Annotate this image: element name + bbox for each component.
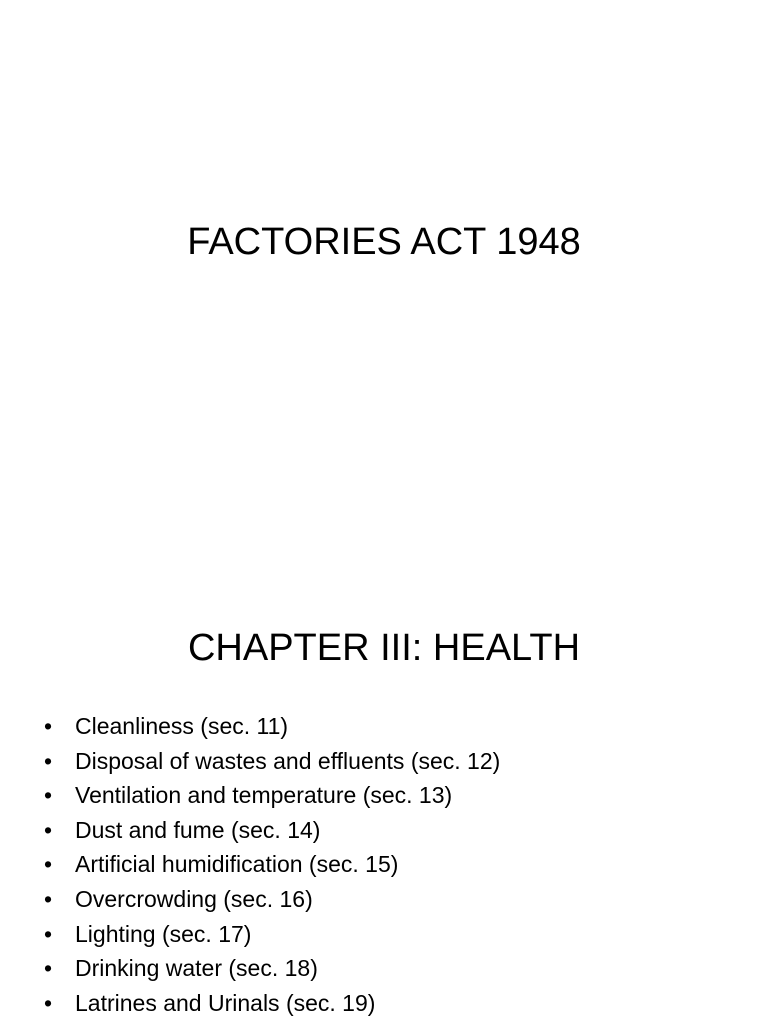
list-item [44,709,500,744]
list-item-text: Dust and fume (sec. 14) [75,816,321,843]
bullet-dot-icon: • [44,713,53,739]
slide-title: FACTORIES ACT 1948 [187,221,581,263]
list-item-text: Lighting (sec. 17) [75,920,252,947]
bullet-dot-icon: • [44,920,53,947]
list-item-text: Disposal of wastes and effluents (sec. 12) [75,747,501,774]
bullet-dot-icon: • [44,955,53,982]
bullet-dot-icon: • [44,782,53,809]
list-item [44,882,500,917]
list-item-text: Latrines and Urinals (sec. 19) [75,989,376,1016]
list-item-text: Drinking water (sec. 18) [75,955,318,982]
list-item [44,986,500,1021]
bullet-dot-icon: • [44,851,53,878]
list-item-text: Overcrowding (sec. 16) [75,885,313,912]
list-item-text: Ventilation and temperature (sec. 13) [75,782,453,809]
slide-health-chapter [0,576,768,1024]
bullet-dot-icon: • [44,989,53,1016]
list-item [44,778,500,813]
bullet-dot-icon: • [44,747,53,774]
list-item [44,951,500,986]
list-item [44,917,500,952]
list-item [44,847,500,882]
list-item-text: Artificial humidification (sec. 15) [75,851,399,878]
bullet-dot-icon: • [44,885,53,912]
bullet-dot-icon: • [44,816,53,843]
chapter-heading: CHAPTER III: HEALTH [187,627,581,669]
list-item-text: Cleanliness (sec. 11) [75,713,289,739]
list-item [44,744,500,779]
list-item [44,813,500,848]
health-provisions-list [44,709,500,1020]
